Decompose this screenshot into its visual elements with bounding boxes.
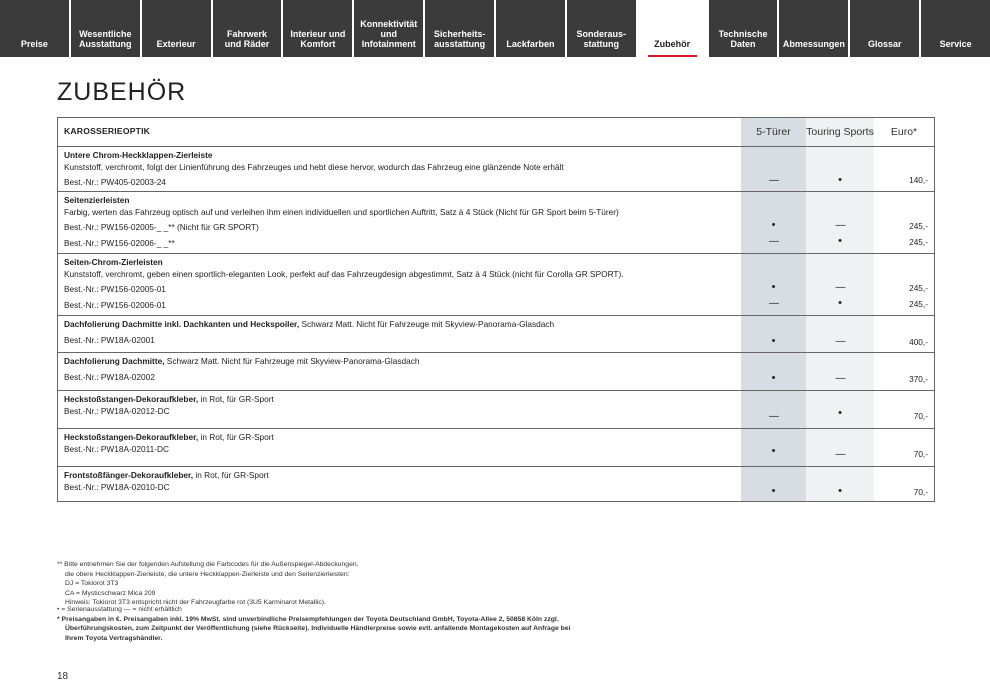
- table-row: [58, 191, 934, 253]
- availability-mark: —: [769, 236, 778, 247]
- item-price: 370,-: [909, 374, 928, 384]
- item-part-number: Best.-Nr.: PW18A-02010-DC: [64, 481, 170, 492]
- nav-tab-abmessungen[interactable]: Abmessungen: [779, 0, 848, 57]
- nav-tab-zubehoer[interactable]: Zubehör: [638, 0, 707, 57]
- item-part-number: Best.-Nr.: PW156-02006-01: [64, 299, 166, 310]
- item-description: in Rot, für GR-Sport: [198, 394, 274, 404]
- nav-tab-wesentliche-ausstattung[interactable]: Wesentliche Ausstattung: [71, 0, 140, 57]
- nav-tab-glossar[interactable]: Glossar: [850, 0, 919, 57]
- footnote-line: DJ = Tokiorot 3T3: [65, 580, 119, 588]
- item-price: 245,-: [909, 221, 928, 231]
- availability-mark: —: [835, 449, 845, 460]
- item-title: Dachfolierung Dachmitte inkl. Dachkanten und Heckspoiler,: [64, 319, 300, 329]
- table-row: [58, 428, 934, 466]
- table-row: [58, 466, 934, 501]
- price-footnote: Ihrem Toyota Vertragshändler.: [65, 634, 163, 642]
- availability-mark: •: [771, 219, 776, 231]
- column-header-touring-sports: Touring Sports: [806, 118, 874, 146]
- item-title: Heckstoßstangen-Dekoraufkleber,: [64, 394, 199, 404]
- availability-mark: —: [769, 411, 778, 422]
- accessories-table: [57, 117, 935, 502]
- item-title: Seitenzierleisten: [64, 195, 130, 205]
- nav-tab-exterieur[interactable]: Exterieur: [142, 0, 211, 57]
- column-header-euro: Euro*: [874, 118, 934, 146]
- item-title: Untere Chrom-Heckklappen-Zierleiste: [64, 150, 213, 160]
- price-footnote: Überführungskosten, zum Zeitpunkt der Veröffentlichung (siehe Rückseite). Individuelle Händlerpreise sowie evtl. anfallende Montagekosten auf Anfrage bei: [65, 625, 571, 633]
- table-row: [58, 390, 934, 428]
- nav-tab-fahrwerk[interactable]: Fahrwerk und Räder: [213, 0, 282, 57]
- footnote-line: Hinweis: Tokiorot 3T3 entspricht nicht der Fahrzeugfarbe rot (3U5 Karminarot Metallic).: [65, 599, 326, 607]
- page-title: ZUBEHÖR: [57, 78, 187, 106]
- availability-mark: —: [835, 373, 845, 384]
- page-number: 18: [57, 671, 69, 682]
- top-navigation: [0, 0, 990, 57]
- availability-mark: •: [771, 445, 776, 457]
- nav-tab-sicherheit[interactable]: Sicherheits- ausstattung: [425, 0, 494, 57]
- table-row: [58, 352, 934, 390]
- item-title: Heckstoßstangen-Dekoraufkleber,: [64, 432, 199, 442]
- nav-tab-interieur[interactable]: Interieur und Komfort: [283, 0, 352, 57]
- item-price: 140,-: [909, 175, 928, 185]
- availability-mark: —: [835, 282, 845, 293]
- availability-mark: —: [769, 175, 778, 186]
- column-header-5-tuerer: 5-Türer: [741, 118, 806, 146]
- nav-tab-service[interactable]: Service: [921, 0, 990, 57]
- nav-tab-preise[interactable]: Preise: [0, 0, 69, 57]
- price-footnote: * Preisangaben in €. Preisangaben inkl. 19% MwSt. sind unverbindliche Preisempfehlungen der Toyota Deutschland GmbH, Toyota-Allee 2, 50858 Köln zzgl.: [57, 615, 559, 623]
- item-description: Farbig, werten das Fahrzeug optisch auf und verleihen ihm einen individuellen und sportlichen Auftritt, Satz à 4 Stück (Nicht für GR Sport beim 5-Türer): [64, 206, 619, 217]
- nav-tab-konnektivitaet[interactable]: Konnektivität und Infotainment: [354, 0, 423, 57]
- item-part-number: Best.-Nr.: PW18A-02002: [64, 371, 155, 382]
- item-price: 245,-: [909, 283, 928, 293]
- item-part-number: Best.-Nr.: PW405-02003-24: [64, 177, 166, 188]
- item-description: Kunststoff, verchromt, geben einen sportlich-eleganten Look, perfekt auf das Fahrzeugdesign abgestimmt, Satz à 4 Stück (nicht für Corolla GR SPORT).: [64, 268, 624, 279]
- item-description: Schwarz Matt. Nicht für Fahrzeuge mit Skyview-Panorama-Glasdach: [299, 319, 555, 329]
- availability-mark: •: [771, 372, 776, 384]
- item-price: 400,-: [909, 337, 928, 347]
- availability-mark: •: [771, 485, 776, 497]
- availability-mark: •: [838, 407, 842, 419]
- availability-mark: —: [769, 298, 778, 309]
- legend-line: • = Serienausstattung — = nicht erhältlich: [57, 605, 182, 613]
- table-row: [58, 253, 934, 315]
- table-row: [58, 146, 934, 191]
- availability-mark: —: [835, 220, 845, 231]
- item-title: Seiten-Chrom-Zierleisten: [64, 257, 163, 267]
- nav-tab-sonderausstattung[interactable]: Sonderaus- stattung: [567, 0, 636, 57]
- footnotes: [57, 560, 637, 643]
- table-header-row: [58, 118, 934, 146]
- footnote-line: die obere Heckklappen-Zierleiste, die untere Heckklappen-Zierleiste und den Seitenzierleisten:: [65, 570, 350, 578]
- item-part-number: Best.-Nr.: PW156-02006-_ _**: [64, 237, 175, 248]
- item-price: 70,-: [913, 411, 928, 421]
- nav-tab-lackfarben[interactable]: Lackfarben: [496, 0, 565, 57]
- availability-mark: •: [771, 281, 776, 293]
- item-part-number: Best.-Nr.: PW18A-02001: [64, 334, 155, 345]
- item-title: Frontstoßfänger-Dekoraufkleber,: [64, 470, 194, 480]
- table-row: [58, 315, 934, 352]
- availability-mark: —: [835, 336, 845, 347]
- availability-mark: •: [771, 335, 776, 347]
- footnote-line: ** Bitte entnehmen Sie der folgenden Aufstellung die Farbcodes für die Außenspiegel-Abdeckungen,: [57, 561, 359, 568]
- item-part-number: Best.-Nr.: PW156-02005-01: [64, 284, 166, 295]
- item-title: Dachfolierung Dachmitte,: [64, 356, 165, 366]
- item-price: 70,-: [913, 449, 928, 459]
- availability-mark: •: [838, 235, 842, 247]
- item-description: Kunststoff, verchromt, folgt der Linienführung des Fahrzeuges und hebt diese hervor, wodurch das Fahrzeug eine glänzende Note erhält: [64, 161, 564, 172]
- item-part-number: Best.-Nr.: PW18A-02012-DC: [64, 405, 170, 416]
- item-price: 245,-: [909, 299, 928, 309]
- item-part-number: Best.-Nr.: PW156-02005-_ _** (Nicht für GR SPORT): [64, 222, 259, 233]
- item-description: Schwarz Matt. Nicht für Fahrzeuge mit Skyview-Panorama-Glasdach: [164, 356, 420, 366]
- availability-mark: •: [838, 485, 842, 497]
- footnote-line: CA = Mysticschwarz Mica 209: [65, 589, 156, 597]
- item-part-number: Best.-Nr.: PW18A-02011-DC: [64, 443, 169, 454]
- item-price: 70,-: [913, 487, 928, 497]
- availability-mark: •: [838, 297, 842, 309]
- section-heading: KAROSSERIEOPTIK: [64, 126, 151, 137]
- item-description: in Rot, für GR-Sport: [193, 470, 269, 480]
- item-description: in Rot, für GR-Sport: [198, 432, 274, 442]
- nav-tab-technische-daten[interactable]: Technische Daten: [709, 0, 778, 57]
- item-price: 245,-: [909, 237, 928, 247]
- availability-mark: •: [838, 174, 842, 186]
